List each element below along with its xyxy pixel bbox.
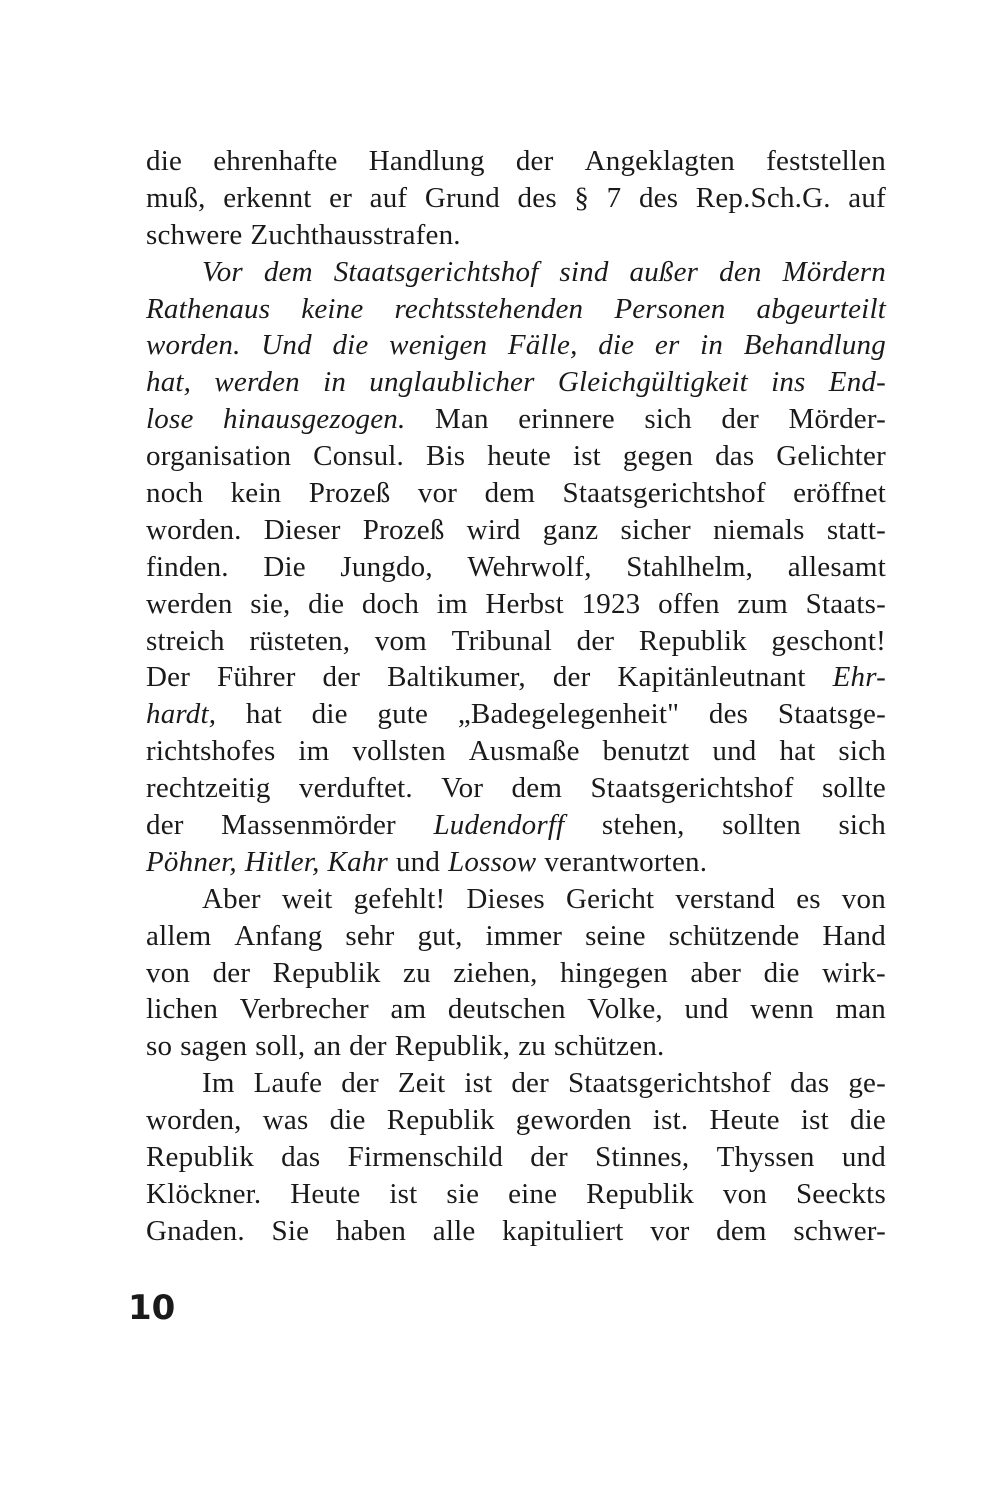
word: schwere [146,218,243,251]
word: die [146,145,183,177]
word: sich [644,403,692,436]
word: Gelichter [776,440,886,473]
word: wenigen [389,329,488,362]
word: der [341,1067,379,1100]
word: sicher [620,513,691,546]
word: ist [800,1104,829,1137]
word: zum [737,587,788,620]
word: stehen, [601,809,685,842]
word: er [329,181,353,214]
word: Heute [290,1177,361,1210]
word: zu [403,956,431,989]
text-line [146,1102,886,1139]
word: zu [518,1030,546,1063]
word: Republik [272,956,381,989]
word: Pöhner, [146,845,237,878]
word: des [708,698,749,731]
word: so [146,1030,173,1063]
word: schützen. [553,1030,665,1063]
word: Angeklagten [584,145,736,177]
word: ge- [848,1067,886,1100]
word: Mördern [782,255,886,288]
text-line [146,955,886,992]
word: die [311,698,348,731]
text-line [146,438,886,475]
word: auf [848,181,886,214]
word: Fälle, [507,329,578,362]
word: offen [658,587,720,620]
word: im [298,735,330,768]
word: ganz [542,513,599,546]
word: von [722,1177,768,1210]
word: Seeckts [795,1177,886,1210]
word: Prozeß [362,513,445,546]
word: werden [214,366,300,399]
text-line [146,733,886,770]
word: Stinnes, [595,1141,690,1174]
word: Staatsgerichtshof [567,1067,772,1100]
word: vom [374,624,427,657]
word: Republik [386,1104,495,1137]
word: deutschen [447,993,566,1026]
text-line [146,696,886,733]
word: Staatsgerichtshof [333,255,539,288]
word: vor [650,1214,690,1247]
word: von [146,956,191,989]
word: Mörder- [788,403,886,436]
text-line [146,1028,886,1065]
word: Hand [822,919,886,952]
word: Staatsge- [777,698,886,731]
word: Volke, [587,993,663,1026]
word: ist [572,440,601,473]
word: werden [146,587,233,620]
word: Stahlhelm, [626,550,754,583]
word: verstand [675,882,776,915]
word: ist. [652,1104,689,1137]
word: heute [487,440,551,473]
word: kapituliert [502,1214,624,1247]
word: Baltikumer, [387,661,526,694]
word: Wehrwolf, [467,550,592,583]
word: abgeurteilt [756,292,886,325]
word: Heute [709,1104,780,1137]
word: Republik, [394,1030,511,1063]
word: Im [202,1067,235,1100]
word: wirk- [822,956,886,989]
word: ziehen, [453,956,538,989]
word: dem [716,1214,767,1247]
word: dem [511,772,563,805]
word: rechtsstehenden [394,292,584,325]
word: der [515,145,554,177]
word: Ludendorff [433,809,565,842]
word: Kahr [327,845,388,878]
word: hat, [146,366,192,399]
word: der [511,1067,549,1100]
word: statt- [826,513,886,546]
word: in [323,366,347,399]
word: hat [245,698,282,731]
word: Man [434,403,489,436]
word: im [436,587,468,620]
word: vollsten [352,735,446,768]
word: ist [389,1177,418,1210]
word: Grund [424,181,500,214]
word: weit [281,882,333,915]
word: erinnere [518,403,615,436]
word: hingegen [560,956,668,989]
word: hat [779,735,816,768]
word: sich [838,809,886,842]
word: Handlung [368,145,485,177]
word: verantworten. [544,845,708,878]
word: Staatsgerichtshof [590,772,794,805]
word: benutzt [602,735,690,768]
word: Dieses [466,882,545,915]
word: hardt, [146,698,217,731]
word: geworden [515,1104,632,1137]
text-line [146,991,886,1028]
word: dem [263,255,313,288]
word: der [576,624,615,657]
word: sie [446,1177,480,1210]
word: Firmenschild [347,1141,504,1174]
word: Bis [425,440,466,473]
word: Ausmaße [468,735,580,768]
word: der [322,661,361,694]
word: Personen [614,292,726,325]
word: der [349,1030,387,1063]
word: lose [146,403,194,436]
word: Zeit [397,1067,446,1100]
word: Prozeß [308,477,391,510]
word: wenn [750,993,814,1026]
word: er [654,329,680,362]
word: muß, [146,181,206,214]
word: rechtzeitig [146,772,271,805]
word: gegen [622,440,694,473]
word: die [329,1104,366,1137]
word: Jungdo, [340,550,433,583]
word: und [395,845,441,878]
word: dem [484,477,536,510]
word: gute [377,698,429,731]
word: lichen [146,993,219,1026]
text-line [146,1139,886,1176]
word: organisation [146,440,292,473]
word: auf [369,181,408,214]
text-line [146,844,886,881]
word: an [313,1030,342,1063]
word: sind [559,255,609,288]
text-line [146,364,886,401]
word: Consul. [313,440,405,473]
word: sagen [180,1030,248,1063]
word: die [308,587,345,620]
word: seine [585,919,646,952]
word: der [721,403,760,436]
word: aber [690,956,742,989]
text-line [146,807,886,844]
word: Massenmörder [221,809,396,842]
word: geschont! [771,624,886,657]
text-line [146,918,886,955]
word: worden. [146,329,241,362]
word: wird [466,513,521,546]
word: des [517,181,557,214]
word: die [763,956,800,989]
word: Republik [586,1177,695,1210]
text-line [146,881,886,918]
word: allesamt [787,550,886,583]
word: der [552,661,591,694]
word: Republik [146,1141,254,1174]
word: Laufe [253,1067,323,1100]
text-line [146,1213,886,1250]
text-line [146,291,886,328]
word: Vor [202,255,243,288]
word: Ehr- [832,661,886,694]
word: das [281,1141,321,1174]
word: den [719,255,762,288]
word: von [841,882,886,915]
word: ist [464,1067,493,1100]
text-line [146,586,886,623]
word: außer [629,255,699,288]
word: und [712,735,757,768]
word: der [146,809,184,842]
word: Staats- [805,587,886,620]
word: das [790,1067,830,1100]
word: Die [263,550,306,583]
word: gut, [417,919,463,952]
word: streich [146,624,225,657]
word: Zuchthausstrafen. [250,218,461,251]
text-line [146,475,886,512]
word: Hitler, [244,845,320,878]
word: Rathenaus [146,292,271,325]
word: „Badegelegenheit" [457,698,680,731]
word: und [684,993,729,1026]
word: schützende [668,919,800,952]
word: worden, [146,1104,242,1137]
word: sich [838,735,886,768]
word: schwer- [793,1214,886,1247]
word: man [835,993,886,1026]
word: Republik [638,624,747,657]
word: und [841,1141,886,1174]
word: Verbrecher [239,993,369,1026]
word: keine [301,292,364,325]
word: hinausgezogen. [223,403,406,436]
word: rüsteten, [249,624,351,657]
text-line [146,549,886,586]
word: gefehlt! [353,882,446,915]
word: Staatsgerichtshof [562,477,766,510]
word: unglaublicher [369,366,535,399]
word: allem [146,919,212,952]
text-line [146,1065,886,1102]
text-line [146,327,886,364]
word: immer [485,919,563,952]
word: Tribunal [451,624,553,657]
word: Dieser [263,513,341,546]
word: der [212,956,251,989]
word: worden. [146,513,242,546]
word: doch [361,587,420,620]
word: Thyssen [716,1141,815,1174]
word: was [262,1104,309,1137]
text-line [146,1176,886,1213]
word: 7 [606,181,622,214]
text-line [146,217,886,254]
word: Vor [441,772,484,805]
word: ehrenhafte [213,145,338,177]
word: sie, [250,587,291,620]
word: die [598,329,635,362]
word: die [849,1104,886,1137]
word: Herbst [485,587,564,620]
word: sollte [821,772,886,805]
word: niemals [713,513,805,546]
word: eine [508,1177,558,1210]
word: Aber [202,882,261,915]
word: 1923 [581,587,641,620]
word: es [796,882,821,915]
text-line [146,512,886,549]
word: feststellen [766,145,886,177]
word: am [390,993,427,1026]
word: Gleichgültigkeit [557,366,748,399]
word: Klöckner. [146,1177,262,1210]
page-number: 10 [128,1288,176,1328]
word: sehr [345,919,395,952]
word: alle [432,1214,476,1247]
text-line [146,401,886,438]
word: der [530,1141,568,1174]
word: das [715,440,755,473]
word: Der [146,661,191,694]
word: Gnaden. [146,1214,245,1247]
word: vor [417,477,458,510]
word: Rep.Sch.G. [695,181,831,214]
word: Gericht [565,882,655,915]
word: finden. [146,550,229,583]
text-line [146,254,886,291]
word: § [574,181,590,214]
word: Und [261,329,312,362]
word: Behandlung [743,329,886,362]
word: eröffnet [793,477,886,510]
body-text [146,143,886,1250]
word: Führer [217,661,296,694]
word: noch [146,477,204,510]
word: in [700,329,724,362]
word: richtshofes [146,735,276,768]
word: erkennt [223,181,312,214]
word: soll, [255,1030,306,1063]
text-line [146,770,886,807]
word: kein [230,477,282,510]
word: Kapitänleutnant [617,661,806,694]
word: die [332,329,369,362]
word: sollten [722,809,801,842]
word: Sie [271,1214,310,1247]
text-line [146,143,886,180]
text-line [146,659,886,696]
word: Anfang [234,919,323,952]
word: ins [771,366,806,399]
text-line [146,180,886,217]
word: haben [335,1214,407,1247]
word: des [638,181,679,214]
word: Lossow [448,845,537,878]
text-line [146,623,886,660]
word: verduftet. [298,772,413,805]
word: End- [828,366,886,399]
